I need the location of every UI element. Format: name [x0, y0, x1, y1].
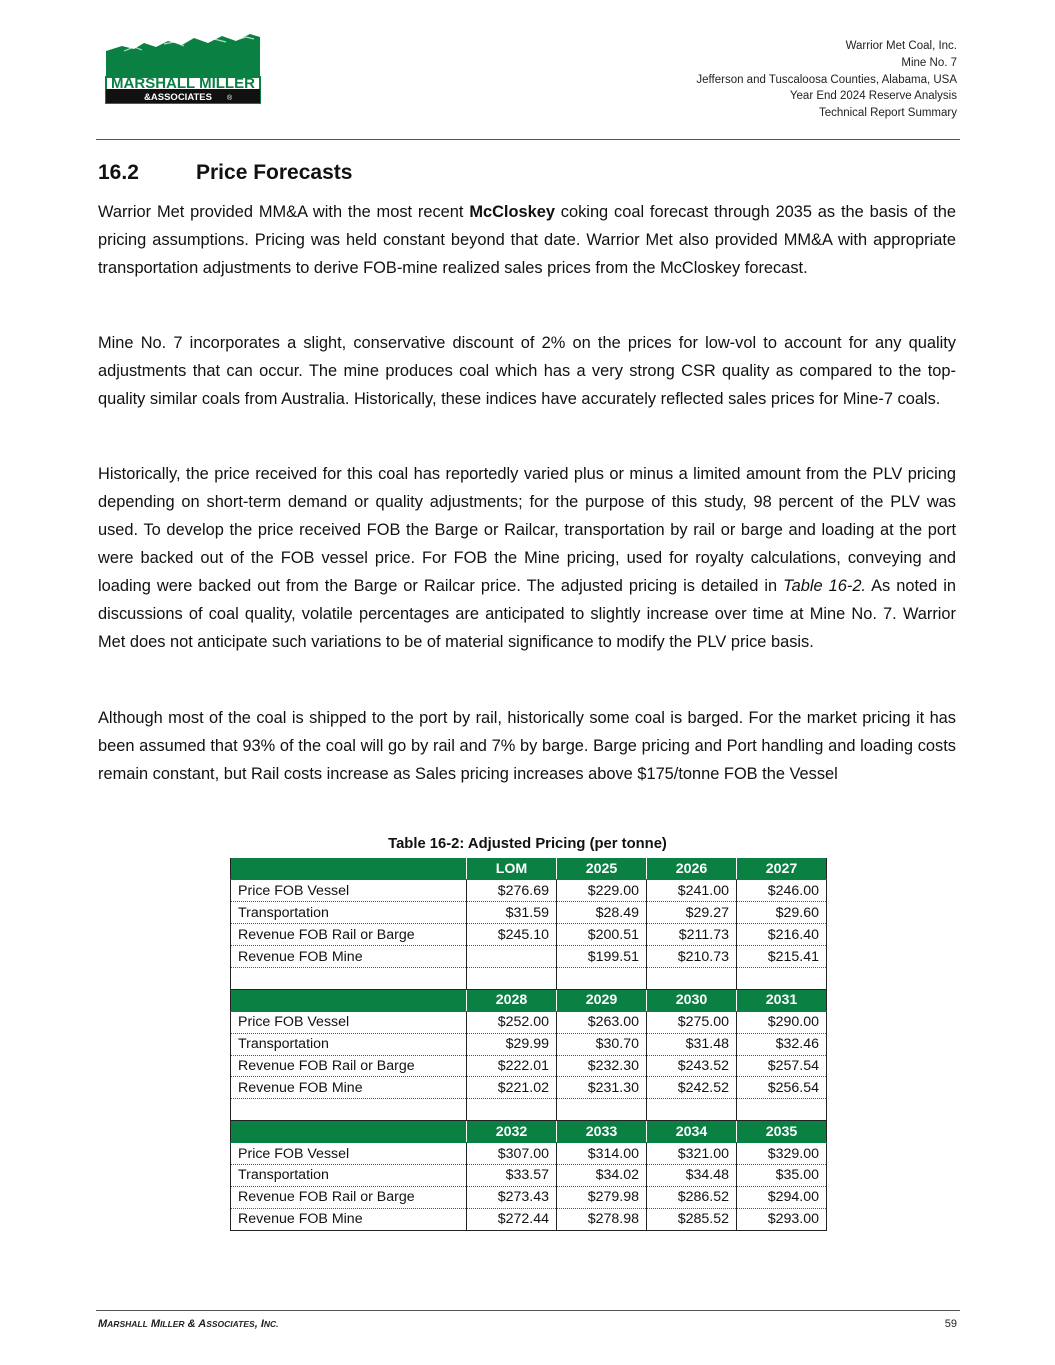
paragraph-3 — [98, 460, 956, 656]
table-cell: $30.70 — [557, 1033, 647, 1055]
table-cell: $329.00 — [737, 1143, 827, 1165]
table-row — [231, 924, 827, 946]
paragraph-1-text-a: Warrior Met provided MM&A with the most recent — [98, 203, 470, 221]
table-cell: $290.00 — [737, 1011, 827, 1033]
table-cell: $222.01 — [467, 1055, 557, 1077]
table-caption: Table 16-2: Adjusted Pricing (per tonne) — [388, 836, 667, 852]
header-doc-type: Technical Report Summary — [818, 107, 957, 120]
table-row — [231, 1033, 827, 1055]
header-cell: LOM — [467, 858, 557, 880]
row-label: Transportation — [231, 1164, 467, 1186]
table-cell: $321.00 — [647, 1143, 737, 1165]
table-row — [231, 1055, 827, 1077]
footer-letter: , — [254, 1318, 258, 1330]
table-header-row — [231, 989, 827, 1011]
table-row — [231, 880, 827, 902]
table-row — [231, 1164, 827, 1186]
table-cell: $257.54 — [737, 1055, 827, 1077]
footer-letter: I — [260, 1318, 264, 1330]
paragraph-3-text-c: As noted in discussions of coal quality, volatile percentages are anticipated to slightly increase over time at Mine No. 7. Warrior Met does not anticipate such variations to be of material significance to modify the PLV price basis. — [98, 577, 956, 651]
table-cell: $232.30 — [557, 1055, 647, 1077]
row-label: Revenue FOB Rail or Barge — [231, 1186, 467, 1208]
row-label: Revenue FOB Rail or Barge — [231, 1055, 467, 1077]
table-cell: $286.52 — [647, 1186, 737, 1208]
table-cell: $231.30 — [557, 1077, 647, 1099]
footer-smallcaps: SSOCIATES — [206, 1319, 255, 1329]
paragraph-2: Mine No. 7 incorporates a slight, conservative discount of 2% on the prices for low-vol to account for any quality adjustments that can occur. The mine produces coal which has a very strong CSR quality as compared to the top-quality similar coals from Australia. Historically, these indices have accurately reflected sales prices for Mine-7 coals. — [98, 334, 956, 408]
adjusted-pricing-table — [230, 858, 827, 1231]
table-cell: $29.99 — [467, 1033, 557, 1055]
table-cell: $34.02 — [557, 1164, 647, 1186]
table-cell: $215.41 — [737, 946, 827, 968]
table-cell — [467, 946, 557, 968]
header-cell: 2030 — [647, 989, 737, 1011]
row-label: Transportation — [231, 902, 467, 924]
table-cell: $263.00 — [557, 1011, 647, 1033]
row-label: Price FOB Vessel — [231, 1143, 467, 1165]
table-cell: $256.54 — [737, 1077, 827, 1099]
table-row — [231, 1077, 827, 1099]
row-label: Revenue FOB Mine — [231, 946, 467, 968]
table-header-row — [231, 858, 827, 880]
header-cell: 2025 — [557, 858, 647, 880]
footer-company — [98, 1318, 279, 1330]
table-row — [231, 1208, 827, 1230]
logo-sub: &ASSOCIATES — [144, 92, 212, 103]
logo-name: MARSHALL MILLER — [111, 75, 255, 92]
row-label: Revenue FOB Mine — [231, 1208, 467, 1230]
table-cell: $32.46 — [737, 1033, 827, 1055]
page-number: 59 — [944, 1318, 957, 1330]
row-label: Price FOB Vessel — [231, 1011, 467, 1033]
row-label: Price FOB Vessel — [231, 880, 467, 902]
section-number: 16.2 — [98, 161, 139, 184]
paragraph-1 — [98, 198, 956, 282]
table-cell: $276.69 — [467, 880, 557, 902]
header-divider — [96, 139, 960, 140]
header-cell: 2029 — [557, 989, 647, 1011]
table-cell: $252.00 — [467, 1011, 557, 1033]
header-cell: 2031 — [737, 989, 827, 1011]
table-cell: $285.52 — [647, 1208, 737, 1230]
paragraph-4: Although most of the coal is shipped to the port by rail, historically some coal is barged. For the market pricing it has been assumed that 93% of the coal will go by rail and 7% by barge. Barge pricing and Port handling and loading costs remain constant, but Rail costs increase as Sales pricing increases above $175/tonne FOB the Vessel — [98, 709, 956, 783]
footer-letter: A — [198, 1318, 207, 1330]
table-cell: $293.00 — [737, 1208, 827, 1230]
table-cell: $314.00 — [557, 1143, 647, 1165]
paragraph-1-bold: McCloskey — [469, 203, 555, 221]
footer-letter: M — [98, 1318, 108, 1330]
footer-smallcaps: ARSHALL — [107, 1319, 148, 1329]
footer-smallcaps: NC. — [263, 1319, 279, 1329]
table-spacer-row — [231, 1099, 827, 1121]
table-cell: $242.52 — [647, 1077, 737, 1099]
header-mine: Mine No. 7 — [901, 56, 957, 69]
footer-letter: & — [187, 1318, 196, 1330]
paragraph-1-text-c: coking coal forecast through 2035 as the basis of the pricing assumptions. Pricing was held constant beyond that date. Warrior Met also provided MM&A with appropriate transportation adjustments to derive FOB-mine realized sales prices from the McCloskey forecast. — [98, 203, 956, 277]
table-cell: $199.51 — [557, 946, 647, 968]
table-row — [231, 902, 827, 924]
table-row — [231, 946, 827, 968]
table-cell: $243.52 — [647, 1055, 737, 1077]
table-cell: $294.00 — [737, 1186, 827, 1208]
table-cell: $273.43 — [467, 1186, 557, 1208]
table-cell: $216.40 — [737, 924, 827, 946]
table-cell: $229.00 — [557, 880, 647, 902]
table-cell: $210.73 — [647, 946, 737, 968]
section-title: Price Forecasts — [196, 161, 353, 184]
header-location: Jefferson and Tuscaloosa Counties, Alabama, USA — [696, 73, 957, 86]
table-row — [231, 1011, 827, 1033]
logo-mark: ® — [227, 95, 233, 102]
table-row — [231, 1186, 827, 1208]
table-cell: $33.57 — [467, 1164, 557, 1186]
table-cell: $278.98 — [557, 1208, 647, 1230]
header-cell: 2027 — [737, 858, 827, 880]
header-cell: 2028 — [467, 989, 557, 1011]
table-reference: Table 16-2. — [783, 577, 866, 595]
header-report: Year End 2024 Reserve Analysis — [789, 90, 957, 103]
table-cell: $31.59 — [467, 902, 557, 924]
table-cell: $35.00 — [737, 1164, 827, 1186]
table-cell: $31.48 — [647, 1033, 737, 1055]
table-cell: $241.00 — [647, 880, 737, 902]
table-cell: $279.98 — [557, 1186, 647, 1208]
table-cell: $29.27 — [647, 902, 737, 924]
header-cell: 2032 — [467, 1121, 557, 1143]
header-company: Warrior Met Coal, Inc. — [845, 40, 957, 52]
table-cell: $246.00 — [737, 880, 827, 902]
table-header-row — [231, 1121, 827, 1143]
running-header — [696, 38, 957, 122]
table-cell: $275.00 — [647, 1011, 737, 1033]
header-cell — [231, 858, 467, 880]
footer-letter: M — [150, 1318, 161, 1330]
row-label: Transportation — [231, 1033, 467, 1055]
table-cell: $221.02 — [467, 1077, 557, 1099]
table-cell: $200.51 — [557, 924, 647, 946]
footer-divider — [96, 1310, 960, 1311]
header-cell: 2033 — [557, 1121, 647, 1143]
table-row — [231, 1143, 827, 1165]
table-cell: $307.00 — [467, 1143, 557, 1165]
section-heading — [98, 161, 352, 185]
header-cell: 2035 — [737, 1121, 827, 1143]
header-cell — [231, 989, 467, 1011]
table-cell: $272.44 — [467, 1208, 557, 1230]
table-cell: $29.60 — [737, 902, 827, 924]
paragraph-3-text-a: Historically, the price received for this coal has reportedly varied plus or minus a limited amount from the PLV pricing depending on short-term demand or quality adjustments; for the purpose of this study, 98 percent of the PLV was used. To develop the price received FOB the Barge or Railcar, transportation by rail or barge and loading at the port were backed out of the FOB vessel price. For FOB the Mine pricing, used for royalty calculations, conveying and loading were backed out from the Barge or Railcar price. The adjusted pricing is detailed in — [98, 465, 956, 595]
table-spacer-row — [231, 967, 827, 989]
table-cell: $245.10 — [467, 924, 557, 946]
row-label: Revenue FOB Mine — [231, 1077, 467, 1099]
row-label: Revenue FOB Rail or Barge — [231, 924, 467, 946]
header-cell — [231, 1121, 467, 1143]
header-cell: 2026 — [647, 858, 737, 880]
table-cell: $211.73 — [647, 924, 737, 946]
table-cell: $28.49 — [557, 902, 647, 924]
header-cell: 2034 — [647, 1121, 737, 1143]
footer-smallcaps: ILLER — [160, 1319, 185, 1329]
company-logo — [104, 31, 262, 105]
table-cell: $34.48 — [647, 1164, 737, 1186]
